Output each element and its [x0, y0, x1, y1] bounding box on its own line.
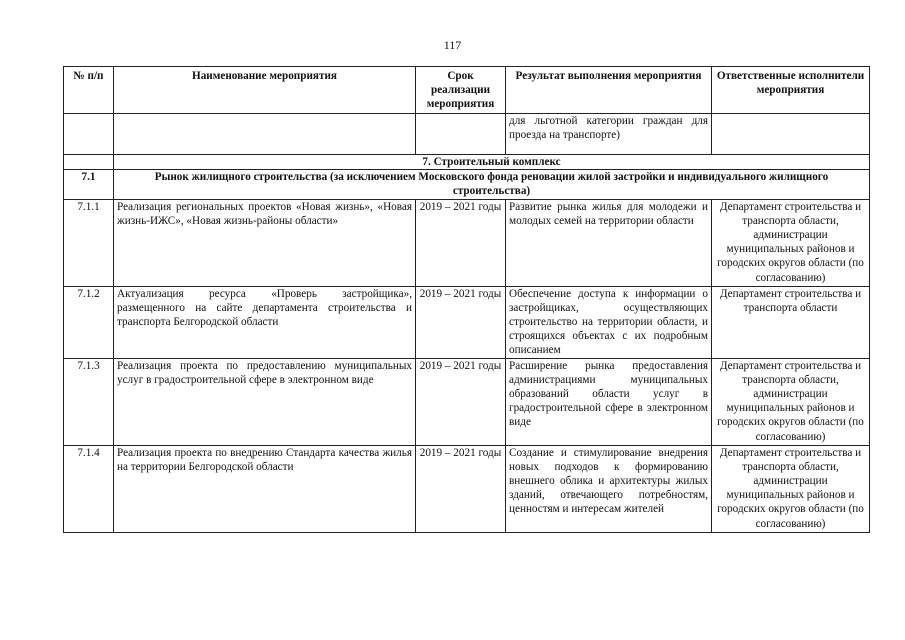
- row-num: 7.1.3: [64, 358, 114, 445]
- table-row: [64, 445, 870, 532]
- measures-table: [63, 66, 870, 533]
- header-term: Срок реализации мероприятия: [416, 67, 506, 114]
- table-row: [64, 286, 870, 358]
- table-row: [64, 358, 870, 445]
- subsection-num: 7.1: [64, 170, 114, 199]
- row-responsible: Департамент строительства и транспорта области, администрации муниципальных районов и городских округов области (по согласованию): [712, 199, 870, 286]
- row-term: 2019 – 2021 годы: [416, 445, 506, 532]
- table-row: [64, 199, 870, 286]
- page-number: 117: [443, 38, 462, 52]
- section-row: [64, 155, 870, 170]
- row-name: Реализация проекта по внедрению Стандарта качества жилья на территории Белгородской области: [114, 445, 416, 532]
- row-result: Обеспечение доступа к информации о застройщиках, осуществляющих строительство на территории области, и строящихся объектах с их подробным описанием: [506, 286, 712, 358]
- continuation-term-cell: [416, 114, 506, 155]
- subsection-row: [64, 170, 870, 199]
- header-responsible: Ответственные исполнители мероприятия: [712, 67, 870, 114]
- row-term: 2019 – 2021 годы: [416, 358, 506, 445]
- continuation-name-cell: [114, 114, 416, 155]
- row-term: 2019 – 2021 годы: [416, 286, 506, 358]
- header-name: Наименование мероприятия: [114, 67, 416, 114]
- continuation-result: для льготной категории граждан для проезда на транспорте): [506, 114, 712, 155]
- row-result: Расширение рынка предоставления администрациями муниципальных образований области услуг в градостроительной сфере в электронном виде: [506, 358, 712, 445]
- row-name: Реализация проекта по предоставлению муниципальных услуг в градостроительной сфере в электронном виде: [114, 358, 416, 445]
- subsection-title: Рынок жилищного строительства (за исключением Московского фонда реновации жилой застройки и индивидуального жилищного строительства): [114, 170, 870, 199]
- row-result: Развитие рынка жилья для молодежи и молодых семей на территории области: [506, 199, 712, 286]
- row-name: Актуализация ресурса «Проверь застройщика», размещенного на сайте департамента строительства и транспорта Белгородской области: [114, 286, 416, 358]
- row-responsible: Департамент строительства и транспорта области, администрации муниципальных районов и городских округов области (по согласованию): [712, 358, 870, 445]
- row-num: 7.1.2: [64, 286, 114, 358]
- section-title: 7. Строительный комплекс: [114, 155, 870, 170]
- continuation-responsible-cell: [712, 114, 870, 155]
- row-result: Создание и стимулирование внедрения новых подходов к формированию внешнего облика и архитектуры жилых зданий, отвечающего потребностям, ценностям и интересам жителей: [506, 445, 712, 532]
- row-term: 2019 – 2021 годы: [416, 199, 506, 286]
- row-num: 7.1.4: [64, 445, 114, 532]
- header-num: № п/п: [64, 67, 114, 114]
- row-name: Реализация региональных проектов «Новая жизнь», «Новая жизнь-ИЖС», «Новая жизнь-районы области»: [114, 199, 416, 286]
- section-num-cell: [64, 155, 114, 170]
- row-responsible: Департамент строительства и транспорта области, администрации муниципальных районов и городских округов области (по согласованию): [712, 445, 870, 532]
- row-responsible: Департамент строительства и транспорта области: [712, 286, 870, 358]
- header-result: Результат выполнения мероприятия: [506, 67, 712, 114]
- continuation-row: [64, 114, 870, 155]
- row-num: 7.1.1: [64, 199, 114, 286]
- continuation-num-cell: [64, 114, 114, 155]
- table-header-row: [64, 67, 870, 114]
